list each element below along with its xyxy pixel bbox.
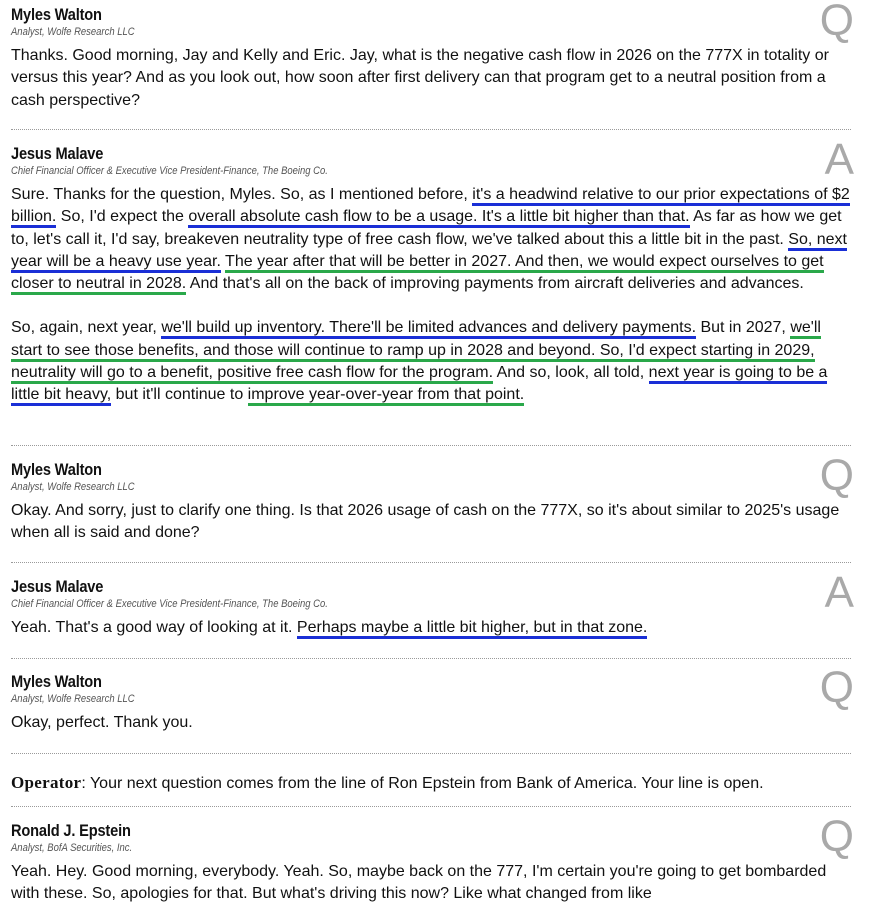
question-marker: Q (819, 812, 854, 861)
separator (11, 445, 851, 446)
speaker-name: Jesus Malave (11, 577, 104, 596)
text-run: So, again, next year, (11, 319, 162, 337)
separator (11, 753, 851, 754)
operator-line (11, 772, 851, 795)
speaker-name: Myles Walton (11, 5, 102, 24)
speech-text (11, 184, 851, 407)
paragraph (11, 617, 851, 639)
paragraph: Thanks. Good morning, Jay and Kelly and Eric. Jay, what is the negative cash flow in 2026 on the 777X in totality or versus this year? And as you look out, how soon after first delivery can that program get to a neutral position from a cash perspective? (11, 47, 829, 109)
text-run: So, I'd expect the (56, 208, 189, 226)
answer-marker: A (824, 135, 854, 184)
speech-text (11, 861, 851, 906)
speaker-role: Analyst, BofA Securities, Inc. (11, 842, 133, 854)
highlighted-text: it's a headwind relative to our prior expectations of $2 billion. (11, 186, 850, 228)
highlighted-text: we'll start to see those benefits, and those will continue to ramp up in 2028 and beyond. So, I'd expect starting in 2029, neutrality will go to a benefit, positive free cash flow for the program. (11, 319, 821, 384)
highlighted-text: Perhaps maybe a little bit higher, but in that zone. (297, 619, 647, 639)
speaker-role: Analyst, Wolfe Research LLC (11, 481, 135, 493)
speaker-name: Myles Walton (11, 672, 102, 691)
speaker-role: Analyst, Wolfe Research LLC (11, 693, 135, 705)
separator (11, 806, 851, 807)
paragraph: Yeah. Hey. Good morning, everybody. Yeah. So, maybe back on the 777, I'm certain you're going to get bombarded with these. So, apologies for that. But what's driving this now? Like what changed from like (11, 863, 827, 903)
highlighted-text: we'll build up inventory. There'll be limited advances and delivery payments. (161, 319, 696, 339)
question-block (11, 812, 854, 906)
speaker-role: Analyst, Wolfe Research LLC (11, 26, 135, 38)
highlighted-text: next year is going to be a little bit heavy, (11, 364, 827, 406)
speaker-name: Ronald J. Epstein (11, 821, 131, 840)
paragraph (11, 184, 851, 295)
question-marker: Q (819, 0, 854, 45)
question-marker: Q (819, 451, 854, 500)
speech-text (11, 45, 851, 112)
operator-text: : Your next question comes from the line of Ron Epstein from Bank of America. Your line is open. (81, 775, 764, 792)
text-run: but it'll continue to (111, 386, 248, 404)
answer-block (11, 568, 854, 639)
question-block (11, 0, 854, 112)
operator-block (11, 772, 851, 795)
separator (11, 658, 851, 659)
answer-marker: A (824, 568, 854, 617)
text-run: But in 2027, (696, 319, 791, 337)
speech-text (11, 617, 851, 639)
highlighted-text: The year after that will be better in 2027. And then, we would expect ourselves to get closer to neutral in 2028. (11, 253, 824, 295)
speaker-role: Chief Financial Officer & Executive Vice President-Finance, The Boeing Co. (11, 165, 328, 177)
text-run: Yeah. That's a good way of looking at it. (11, 619, 297, 636)
separator (11, 129, 851, 130)
speech-text (11, 500, 851, 545)
question-marker: Q (819, 663, 854, 712)
paragraph: Okay. And sorry, just to clarify one thing. Is that 2026 usage of cash on the 777X, so it's about similar to 2025's usage when all is said and done? (11, 502, 840, 542)
highlighted-text: overall absolute cash flow to be a usage. It's a little bit higher than that. (188, 208, 689, 228)
speech-text (11, 712, 851, 734)
speaker-role: Chief Financial Officer & Executive Vice President-Finance, The Boeing Co. (11, 598, 328, 610)
speaker-name: Jesus Malave (11, 144, 104, 163)
answer-block (11, 135, 854, 407)
separator (11, 562, 851, 563)
paragraph: Okay, perfect. Thank you. (11, 714, 193, 731)
text-run: As far as how we get to, let's call it, I'd say, breakeven neutrality type of free cash flow, we've talked about this a little bit in the past. (11, 208, 842, 248)
question-block (11, 451, 854, 545)
highlighted-text: improve year-over-year from that point. (248, 386, 525, 406)
speaker-name: Myles Walton (11, 460, 102, 479)
highlighted-text: So, next year will be a heavy use year. (11, 231, 847, 273)
operator-label: Operator (11, 773, 82, 792)
question-block (11, 663, 854, 734)
text-run: And that's all on the back of improving payments from aircraft deliveries and advances. (186, 275, 804, 293)
text-run: And so, look, all told, (493, 364, 649, 382)
text-run: Sure. Thanks for the question, Myles. So, as I mentioned before, (11, 186, 473, 203)
paragraph (11, 317, 851, 406)
